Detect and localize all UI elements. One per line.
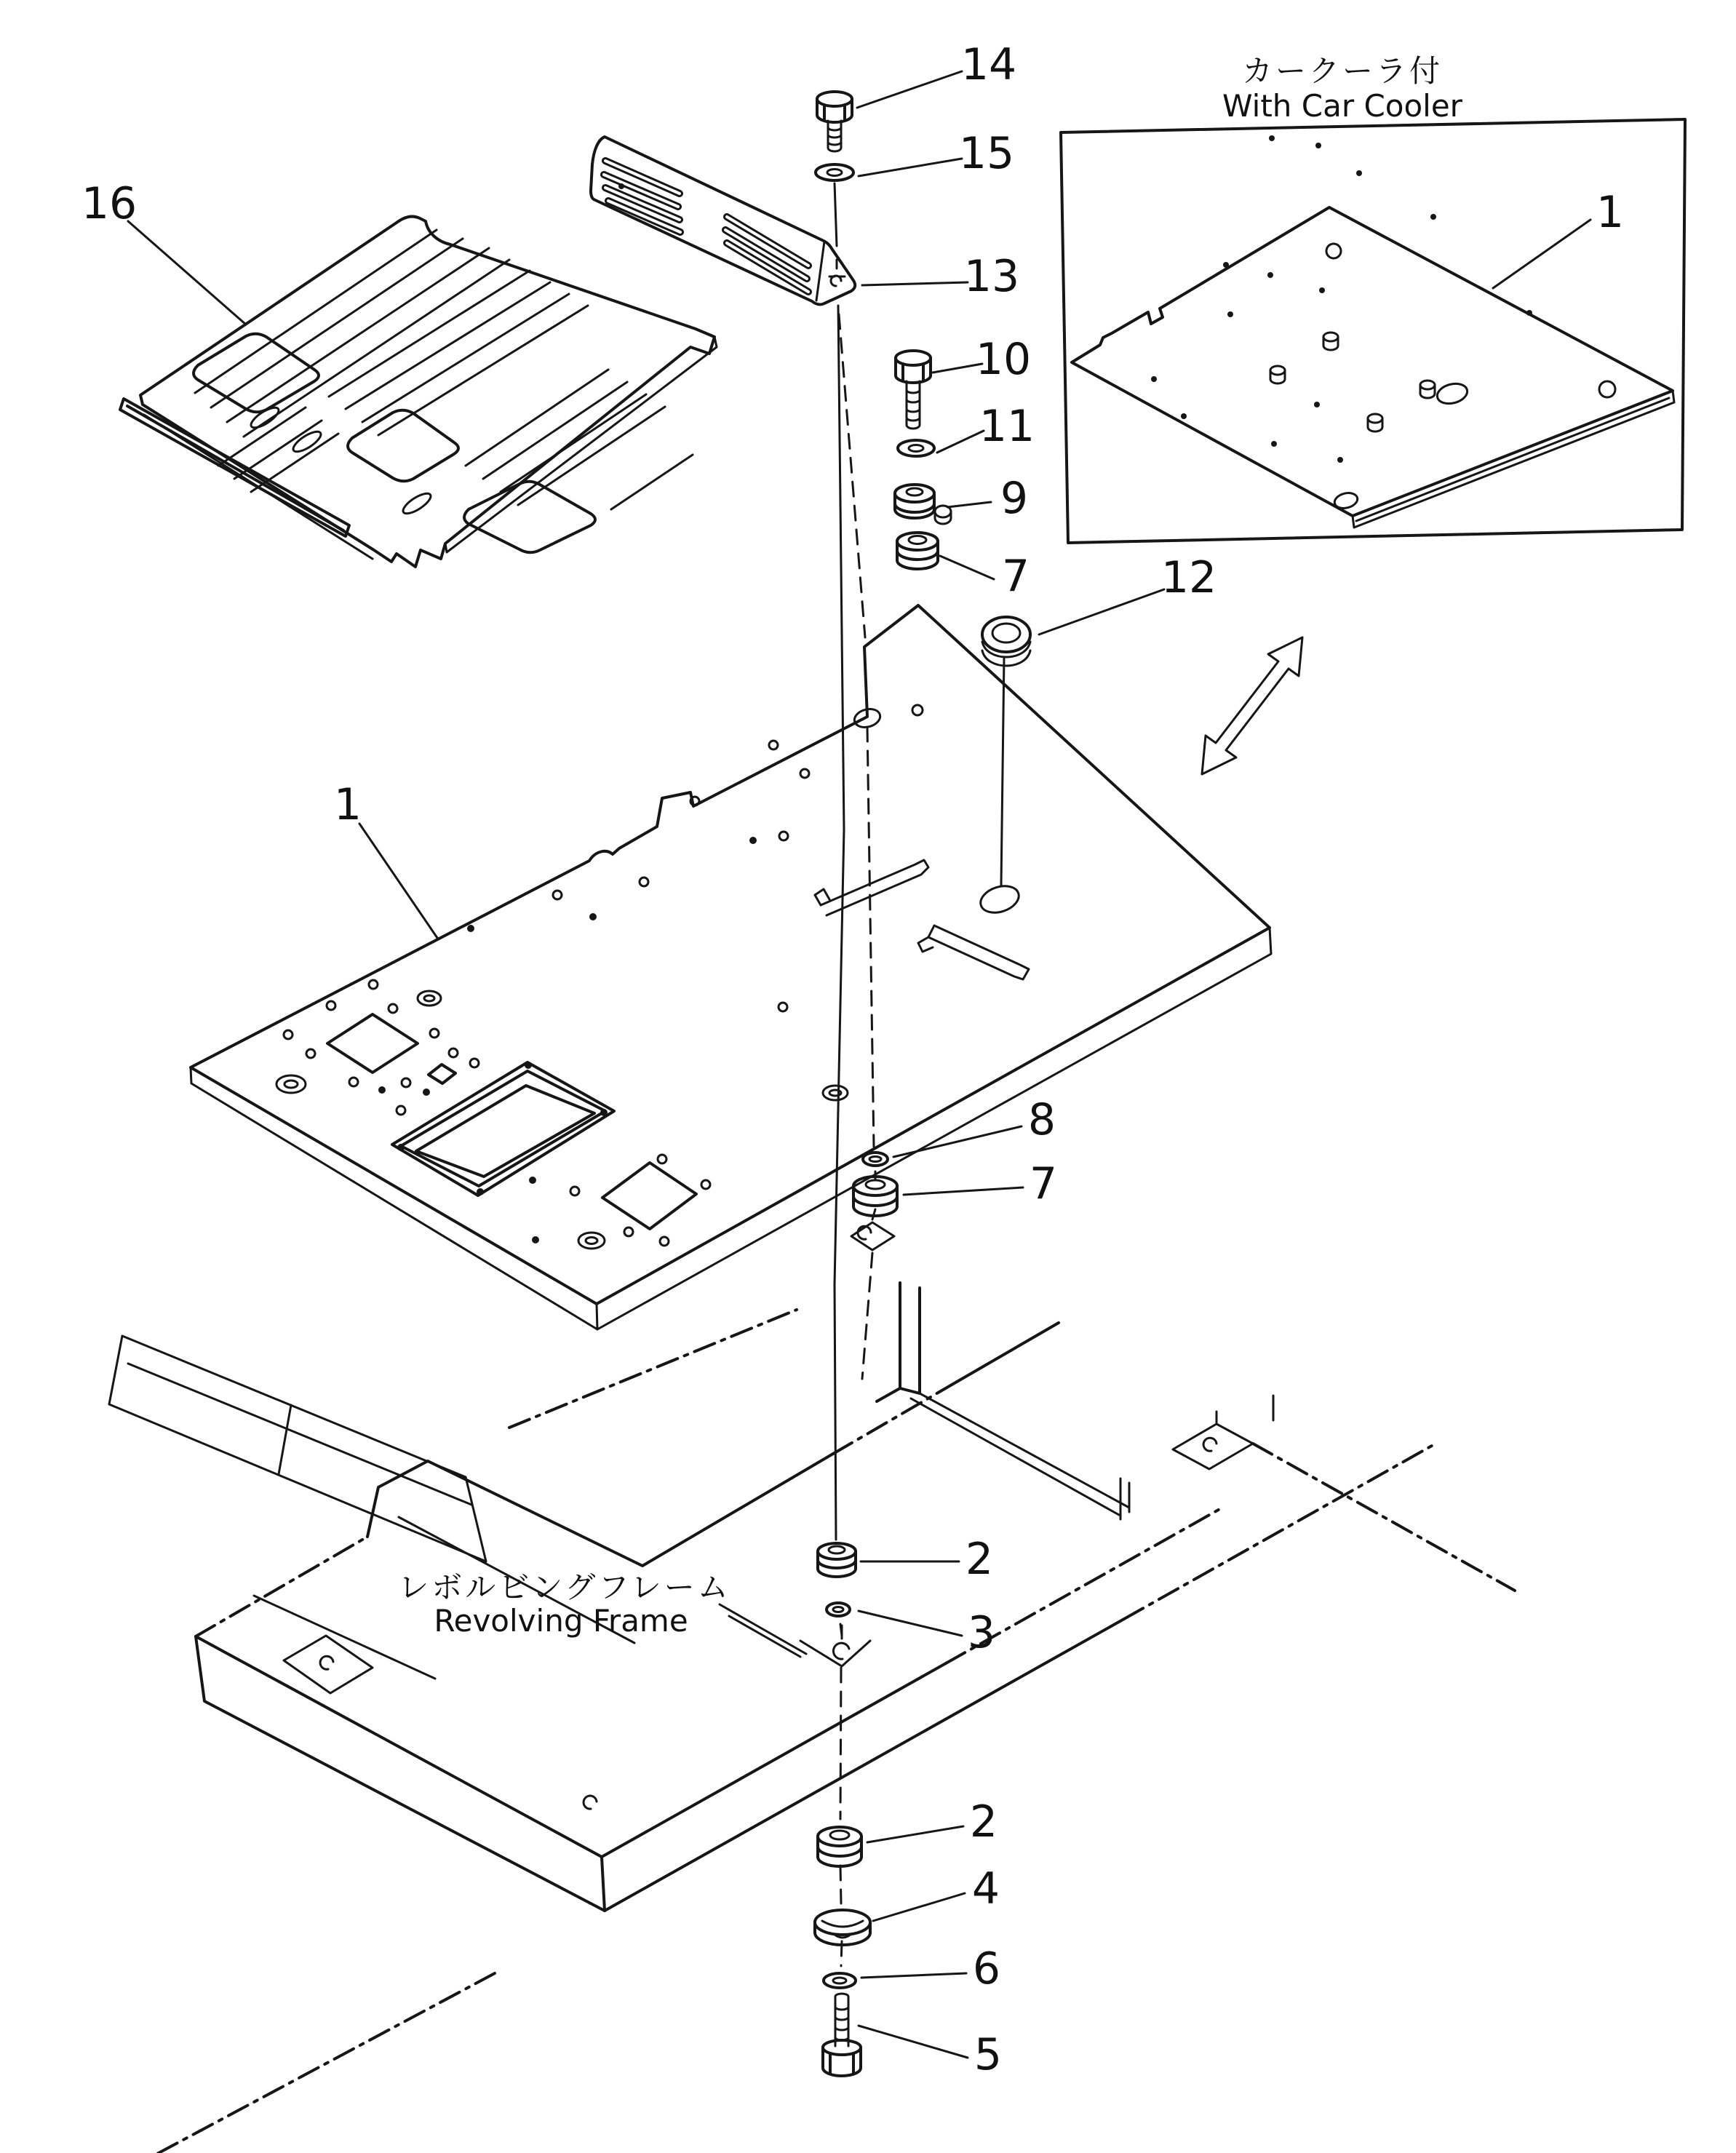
plate-holes <box>284 705 923 1246</box>
grommet-part2-lower <box>818 1827 861 1866</box>
callout-2-lower: 2 <box>969 1796 998 1847</box>
callout-9: 9 <box>1000 473 1029 524</box>
callout-15: 15 <box>958 128 1015 179</box>
callout-5: 5 <box>973 2029 1003 2080</box>
callout-11: 11 <box>979 401 1035 452</box>
callout-4: 4 <box>971 1863 1000 1914</box>
callout-8: 8 <box>1027 1094 1056 1145</box>
frame-hole-marker-diamond <box>851 1222 894 1250</box>
plate-holes-filled <box>378 837 757 1243</box>
mat-rib-lines <box>195 230 693 509</box>
vent-slots <box>604 161 808 292</box>
washer-part15 <box>816 164 853 180</box>
inset-plate-dots <box>1151 135 1532 463</box>
inset-note-jp: カークーラ付 <box>1241 53 1444 89</box>
grommet-part7-upper <box>897 533 938 569</box>
bolt-part5 <box>823 1994 861 2076</box>
callout-7-lower: 7 <box>1029 1158 1058 1209</box>
frame-label-jp: レボルビングフレーム <box>398 1569 731 1605</box>
cup-washer-part4 <box>815 1910 870 1945</box>
oring-part8 <box>863 1153 888 1166</box>
plate-bracket <box>815 860 1029 979</box>
callout-numbers <box>81 39 1624 2080</box>
callout-3: 3 <box>967 1607 996 1658</box>
grommet-part9 <box>895 485 951 524</box>
callout-12: 12 <box>1160 552 1217 603</box>
grommet-part2-upper <box>818 1543 856 1577</box>
assembly-center-lines <box>835 183 875 1966</box>
callout-6: 6 <box>972 1943 1001 1994</box>
direction-arrow <box>1202 637 1302 774</box>
inset-note-en: With Car Cooler <box>1222 88 1462 124</box>
callout-1-inset: 1 <box>1596 187 1625 238</box>
bolt-part14 <box>817 92 852 151</box>
vent-cover-part13 <box>591 137 855 304</box>
oval-grommet-part12 <box>982 617 1030 885</box>
washer-part11 <box>898 440 934 456</box>
inset-plate-part1 <box>1072 135 1674 528</box>
washer-part6 <box>824 1973 856 1988</box>
floor-mat-part16 <box>120 217 717 567</box>
callout-16: 16 <box>81 178 138 229</box>
oring-part3 <box>827 1603 850 1616</box>
revolving-frame <box>109 1283 1515 2153</box>
callout-2-upper: 2 <box>965 1534 994 1585</box>
callout-14: 14 <box>960 39 1017 90</box>
car-cooler-inset <box>1061 53 1685 543</box>
callout-1-main: 1 <box>333 779 362 830</box>
leader-lines <box>128 71 1590 2058</box>
callout-10: 10 <box>975 334 1032 385</box>
bolt-part10 <box>896 351 931 429</box>
floor-plate-part1 <box>191 605 1271 1329</box>
callout-13: 13 <box>963 251 1020 302</box>
callout-7-upper: 7 <box>1001 551 1030 602</box>
frame-label-en: Revolving Frame <box>434 1603 688 1639</box>
